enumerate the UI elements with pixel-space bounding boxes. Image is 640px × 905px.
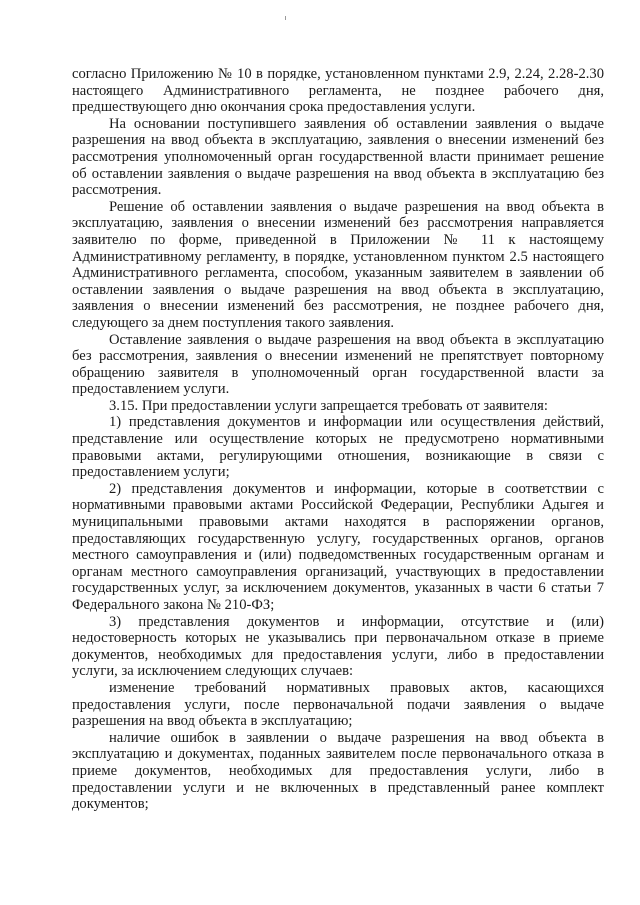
paragraph-decision-basis: На основании поступившего заявления об оставлении заявления о выдаче разрешения на ввод объекта в эксплуатацию, заявления о внесении изменений без рассмотрения уполномоченный орган государственной власти принимает решение об оставлении заявления о выдаче разрешения на ввод объекта в эксплуатацию без рассмотрения.	[72, 115, 604, 199]
sub-item-errors-present: наличие ошибок в заявлении о выдаче разрешения на ввод объекта в эксплуатацию и документах, поданных заявителем после первоначального отказа в приеме документов, необходимых для предоставления услуги, либо в предоставлении услуги и не включенных в представленный ранее комплект документов;	[72, 729, 604, 813]
paragraph-section-3-15: 3.15. При предоставлении услуги запрещается требовать от заявителя:	[109, 397, 548, 414]
list-item-1: 1) представления документов и информации или осуществления действий, представление или осуществление которых не предусмотрено нормативными правовыми актами, регулирующими отношения, возникающие в связи с предоставлением услуги;	[72, 414, 604, 481]
sub-item-requirements-change: изменение требований нормативных правовых актов, касающихся предоставления услуги, после первоначальной подачи заявления о выдаче разрешения на ввод объекта в эксплуатацию;	[72, 679, 604, 730]
paragraph-no-obstacle: Оставление заявления о выдаче разрешения на ввод объекта в эксплуатацию без рассмотрения, заявления о внесении изменений не препятствует повторному обращению заявителя в уполномоченный орган государственной власти за предоставлением услуги.	[72, 331, 604, 398]
paragraph-decision-delivery: Решение об оставлении заявления о выдаче разрешения на ввод объекта в эксплуатацию, заявления о внесении изменений без рассмотрения направляется заявителю по форме, приведенной в Приложении № 11 к настоящему Административному регламенту, в порядке, установленном пунктом 2.5 настоящего Административного регламента, способом, указанным заявителем в заявлении об оставлении заявления о выдаче разрешения на ввод объекта в эксплуатацию, заявления о внесении изменений без рассмотрения, не позднее рабочего дня, следующего за днем поступления такого заявления.	[72, 198, 604, 331]
paragraph-continuation: согласно Приложению № 10 в порядке, установленном пунктами 2.9, 2.24, 2.28-2.30 настоящего Административного регламента, не позднее рабочего дня, предшествующего дню окончания срока предоставления услуги.	[72, 66, 604, 116]
document-body	[72, 66, 604, 813]
page-top-mark	[285, 16, 286, 20]
list-item-2: 2) представления документов и информации, которые в соответствии с нормативными правовыми актами Российской Федерации, Республики Адыгея и муниципальными правовыми актами находятся в распоряжении органов, предоставляющих государственную услугу, государственных органов, органов местного самоуправления и (или) подведомственных государственным органам и органам местного самоуправления организаций, участвующих в предоставлении государственных услуг, за исключением документов, указанных в части 6 статьи 7 Федерального закона № 210-ФЗ;	[72, 480, 604, 613]
list-item-3: 3) представления документов и информации, отсутствие и (или) недостоверность которых не указывались при первоначальном отказе в приеме документов, необходимых для предоставления услуги, либо в предоставлении услуги, за исключением следующих случаев:	[72, 613, 604, 680]
